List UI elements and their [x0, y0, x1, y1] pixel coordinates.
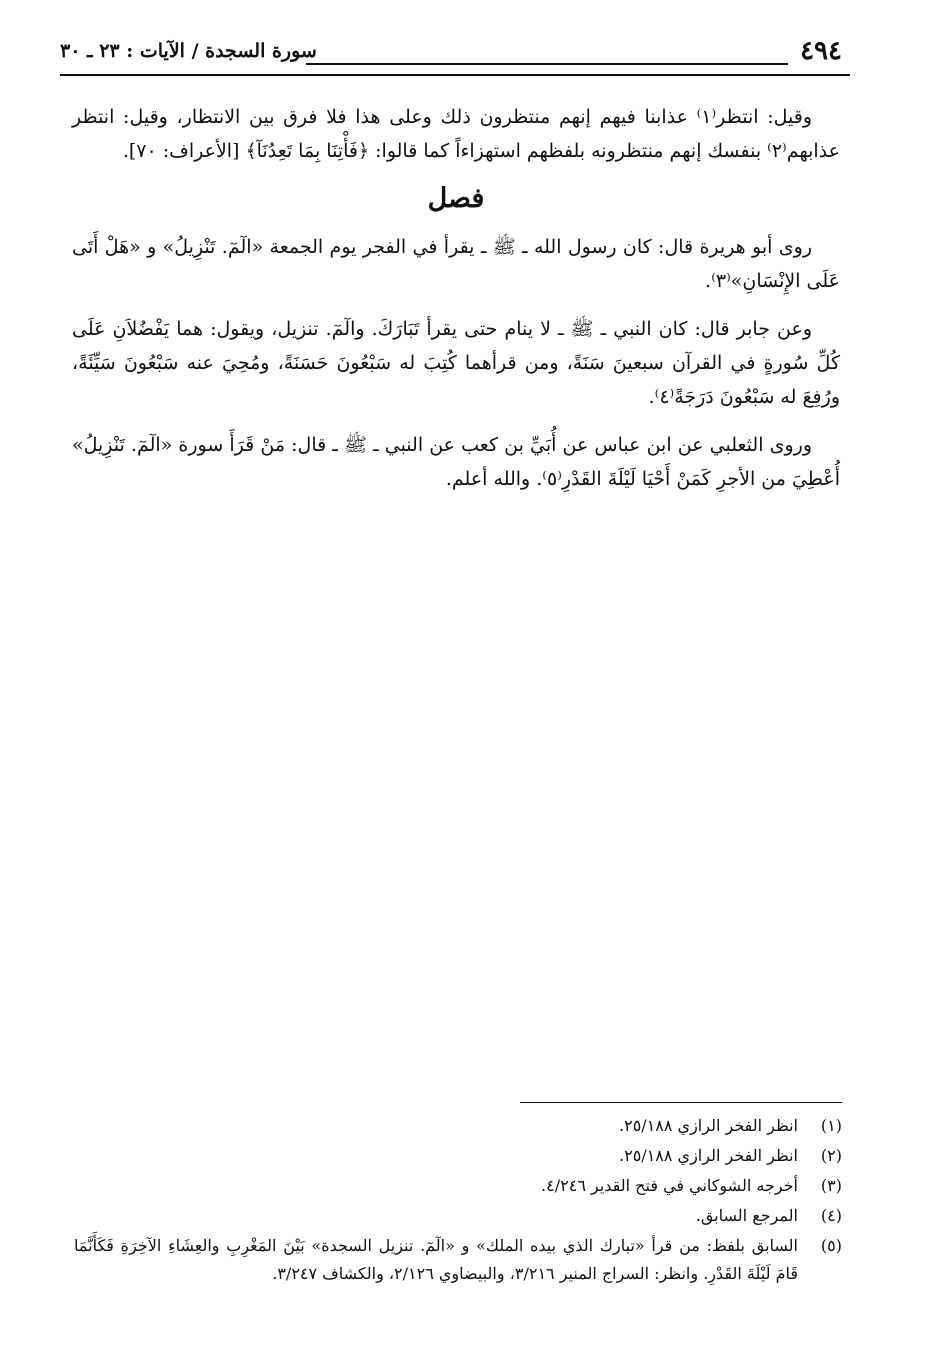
page-number: ٤٩٤	[800, 36, 842, 66]
footnote-text: انظر الفخر الرازي ٢٥/١٨٨.	[619, 1116, 798, 1135]
header-underline	[60, 74, 850, 76]
footnote	[74, 1142, 842, 1170]
running-title: سورة السجدة / الآيات : ٢٣ ـ ٣٠	[60, 40, 317, 62]
footnote	[74, 1112, 842, 1140]
footnote	[74, 1172, 842, 1200]
header-rule	[306, 63, 788, 65]
footnote-text: المرجع السابق.	[695, 1206, 798, 1225]
body-paragraph: وقيل: انتظر⁽١⁾ عذابنا فيهم إنهم منتظرون ذلك وعلى هذا فلا فرق بين الانتظار، وقيل: انتظر عذابهم⁽٢⁾ بنفسك إنهم منتظرونه بلفظهم استهزاءاً كما قالوا: ﴿فَأْتِنَا بِمَا تَعِدُنَآ﴾ [الأعراف: ٧٠].	[72, 106, 840, 162]
footnote-number: (٣)	[820, 1176, 842, 1195]
footnote-number: (٤)	[820, 1206, 842, 1225]
footnote-number: (١)	[820, 1116, 842, 1135]
body-paragraph: روى أبو هريرة قال: كان رسول الله ـ ﷺ ـ يقرأ في الفجر يوم الجمعة «الٓمٓ. تَنْزِيلُ» و «هَلْ أَتَى عَلَى الإِنْسَانِ»⁽٣⁾.	[72, 236, 840, 292]
footnote-number: (٥)	[820, 1236, 842, 1255]
book-page	[60, 30, 850, 1350]
footnote-text: السابق بلفظ: من قرأ «تبارك الذي بيده الملك» و «الٓمٓ. تنزيل السجدة» بَيْنَ المَغْرِبِ والعِشَاءِ الآخِرَةِ فَكَأَنَّمَا قَامَ لَيْلَةَ القَدْرِ. وانظر: السراج المنير ٣/٢١٦، والبيضاوي ٢/١٢٦، والكشاف ٣/٢٤٧.	[74, 1236, 798, 1283]
footnote-text: انظر الفخر الرازي ٢٥/١٨٨.	[619, 1146, 798, 1165]
footnotes	[74, 1112, 842, 1290]
footnote-number: (٢)	[820, 1146, 842, 1165]
section-heading: فصل	[427, 183, 485, 214]
body-paragraph: وعن جابر قال: كان النبي ـ ﷺ ـ لا ينام حتى يقرأ تَبَارَكَ. والٓمٓ. تنزيل، ويقول: هما يَفْضُلاَنِ عَلَى كُلِّ سُورةٍ في القرآن سبعينَ سَنَةً، ومن قرأهما كُتِبَ له سَبْعُونَ حَسَنَةً، ومُحِيَ عنه سَبْعُونَ سَيِّئَةً، ورُفِعَ له سَبْعُونَ دَرَجَةً⁽٤⁾.	[72, 318, 840, 408]
footnote-text: أخرجه الشوكاني في فتح القدير ٤/٢٤٦.	[541, 1176, 798, 1195]
main-text	[72, 100, 840, 510]
footnote	[74, 1232, 842, 1288]
footnote-separator	[520, 1102, 842, 1103]
body-paragraph: وروى الثعلبي عن ابن عباس عن أُبَيِّ بن كعب عن النبي ـ ﷺ ـ قال: مَنْ قَرَأَ سورة «الٓمٓ. تَنْزِيلُ» أُعْطِيَ من الأجرِ كَمَنْ أَحْيَا لَيْلَةَ القَدْرِ⁽٥⁾. والله أعلم.	[72, 434, 840, 490]
page-header	[60, 30, 850, 68]
footnote	[74, 1202, 842, 1230]
